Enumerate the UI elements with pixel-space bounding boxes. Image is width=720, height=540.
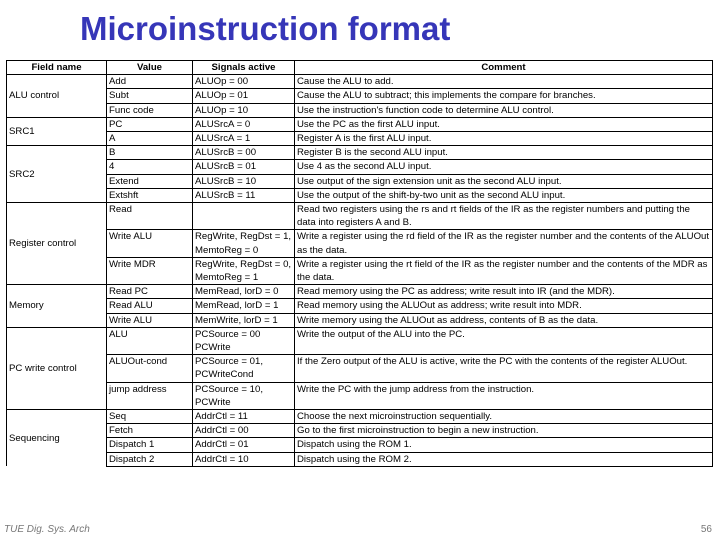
value-cell: Read PC xyxy=(107,285,193,299)
header-value: Value xyxy=(107,61,193,75)
table-row xyxy=(7,424,713,438)
value-cell: Extend xyxy=(107,174,193,188)
table-row xyxy=(7,285,713,299)
value-cell: Write ALU xyxy=(107,230,193,257)
value-cell: Read xyxy=(107,203,193,230)
value-cell: Seq xyxy=(107,410,193,424)
value-cell: Dispatch 2 xyxy=(107,452,193,466)
signals-cell xyxy=(193,203,295,230)
signals-cell: ALUSrcB = 01 xyxy=(193,160,295,174)
table-row xyxy=(7,103,713,117)
signals-cell: ALUOp = 10 xyxy=(193,103,295,117)
comment-cell: Read memory using the PC as address; write result into IR (and the MDR). xyxy=(295,285,713,299)
header-field-name: Field name xyxy=(7,61,107,75)
signals-cell: AddrCtl = 10 xyxy=(193,452,295,466)
signals-cell: RegWrite, RegDst = 0, MemtoReg = 1 xyxy=(193,257,295,284)
value-cell: PC xyxy=(107,117,193,131)
comment-cell: Write a register using the rd field of the IR as the register number and the contents of the ALUOut as the data. xyxy=(295,230,713,257)
table-row xyxy=(7,160,713,174)
signals-cell: PCSource = 00 PCWrite xyxy=(193,327,295,354)
signals-cell: ALUSrcB = 10 xyxy=(193,174,295,188)
table-row xyxy=(7,299,713,313)
table-row xyxy=(7,438,713,452)
comment-cell: Use output of the sign extension unit as the second ALU input. xyxy=(295,174,713,188)
comment-cell: Read two registers using the rs and rt fields of the IR as the register numbers and putting the data into registers A and B. xyxy=(295,203,713,230)
comment-cell: Register B is the second ALU input. xyxy=(295,146,713,160)
field-name-cell: SRC1 xyxy=(7,117,107,145)
table-row xyxy=(7,313,713,327)
footer-page-number: 56 xyxy=(700,524,712,535)
table-row xyxy=(7,230,713,257)
field-name-cell: ALU control xyxy=(7,75,107,118)
table-row xyxy=(7,132,713,146)
comment-cell: Dispatch using the ROM 2. xyxy=(295,452,713,466)
signals-cell: ALUSrcA = 1 xyxy=(193,132,295,146)
signals-cell: MemRead, lorD = 1 xyxy=(193,299,295,313)
comment-cell: Cause the ALU to add. xyxy=(295,75,713,89)
comment-cell: Read memory using the ALUOut as address; write result into MDR. xyxy=(295,299,713,313)
signals-cell: ALUSrcA = 0 xyxy=(193,117,295,131)
header-comment: Comment xyxy=(295,61,713,75)
value-cell: ALUOut-cond xyxy=(107,355,193,382)
comment-cell: Use the PC as the first ALU input. xyxy=(295,117,713,131)
table-row xyxy=(7,89,713,103)
value-cell: Add xyxy=(107,75,193,89)
field-name-cell: Memory xyxy=(7,285,107,328)
table-row xyxy=(7,146,713,160)
table-row xyxy=(7,327,713,354)
comment-cell: Write the PC with the jump address from the instruction. xyxy=(295,382,713,409)
comment-cell: Use the instruction's function code to determine ALU control. xyxy=(295,103,713,117)
value-cell: Read ALU xyxy=(107,299,193,313)
field-name-cell: SRC2 xyxy=(7,146,107,203)
field-name-cell: Sequencing xyxy=(7,410,107,467)
value-cell: jump address xyxy=(107,382,193,409)
table-body xyxy=(7,75,713,467)
table-row xyxy=(7,174,713,188)
comment-cell: Use the output of the shift-by-two unit as the second ALU input. xyxy=(295,188,713,202)
value-cell: Write MDR xyxy=(107,257,193,284)
value-cell: A xyxy=(107,132,193,146)
comment-cell: Cause the ALU to subtract; this implements the compare for branches. xyxy=(295,89,713,103)
table-row xyxy=(7,452,713,466)
table-row xyxy=(7,382,713,409)
signals-cell: AddrCtl = 01 xyxy=(193,438,295,452)
comment-cell: Dispatch using the ROM 1. xyxy=(295,438,713,452)
signals-cell: PCSource = 10, PCWrite xyxy=(193,382,295,409)
footer-course-label: TUE Dig. Sys. Arch xyxy=(4,524,90,535)
table-row xyxy=(7,188,713,202)
table-row xyxy=(7,257,713,284)
comment-cell: Use 4 as the second ALU input. xyxy=(295,160,713,174)
table-row xyxy=(7,75,713,89)
table-row xyxy=(7,355,713,382)
signals-cell: ALUOp = 00 xyxy=(193,75,295,89)
signals-cell: ALUOp = 01 xyxy=(193,89,295,103)
comment-cell: Register A is the first ALU input. xyxy=(295,132,713,146)
value-cell: ALU xyxy=(107,327,193,354)
field-name-cell: Register control xyxy=(7,203,107,285)
slide-title: Microinstruction format xyxy=(80,10,451,47)
signals-cell: ALUSrcB = 00 xyxy=(193,146,295,160)
comment-cell: Write a register using the rt field of the IR as the register number and the contents of the MDR as the data. xyxy=(295,257,713,284)
table-row xyxy=(7,117,713,131)
comment-cell: Write the output of the ALU into the PC. xyxy=(295,327,713,354)
comment-cell: Choose the next microinstruction sequentially. xyxy=(295,410,713,424)
field-name-cell: PC write control xyxy=(7,327,107,409)
signals-cell: RegWrite, RegDst = 1, MemtoReg = 0 xyxy=(193,230,295,257)
signals-cell: MemWrite, lorD = 1 xyxy=(193,313,295,327)
table-row xyxy=(7,203,713,230)
value-cell: Dispatch 1 xyxy=(107,438,193,452)
signals-cell: MemRead, lorD = 0 xyxy=(193,285,295,299)
comment-cell: Write memory using the ALUOut as address, contents of B as the data. xyxy=(295,313,713,327)
value-cell: 4 xyxy=(107,160,193,174)
value-cell: Extshft xyxy=(107,188,193,202)
signals-cell: AddrCtl = 00 xyxy=(193,424,295,438)
value-cell: Subt xyxy=(107,89,193,103)
table-header-row xyxy=(7,61,713,75)
value-cell: Fetch xyxy=(107,424,193,438)
signals-cell: ALUSrcB = 11 xyxy=(193,188,295,202)
comment-cell: Go to the first microinstruction to begin a new instruction. xyxy=(295,424,713,438)
signals-cell: PCSource = 01, PCWriteCond xyxy=(193,355,295,382)
signals-cell: AddrCtl = 11 xyxy=(193,410,295,424)
value-cell: B xyxy=(107,146,193,160)
table-row xyxy=(7,410,713,424)
value-cell: Write ALU xyxy=(107,313,193,327)
comment-cell: If the Zero output of the ALU is active, write the PC with the contents of the register ALUOut. xyxy=(295,355,713,382)
header-signals-active: Signals active xyxy=(193,61,295,75)
value-cell: Func code xyxy=(107,103,193,117)
microinstruction-table xyxy=(6,60,713,467)
